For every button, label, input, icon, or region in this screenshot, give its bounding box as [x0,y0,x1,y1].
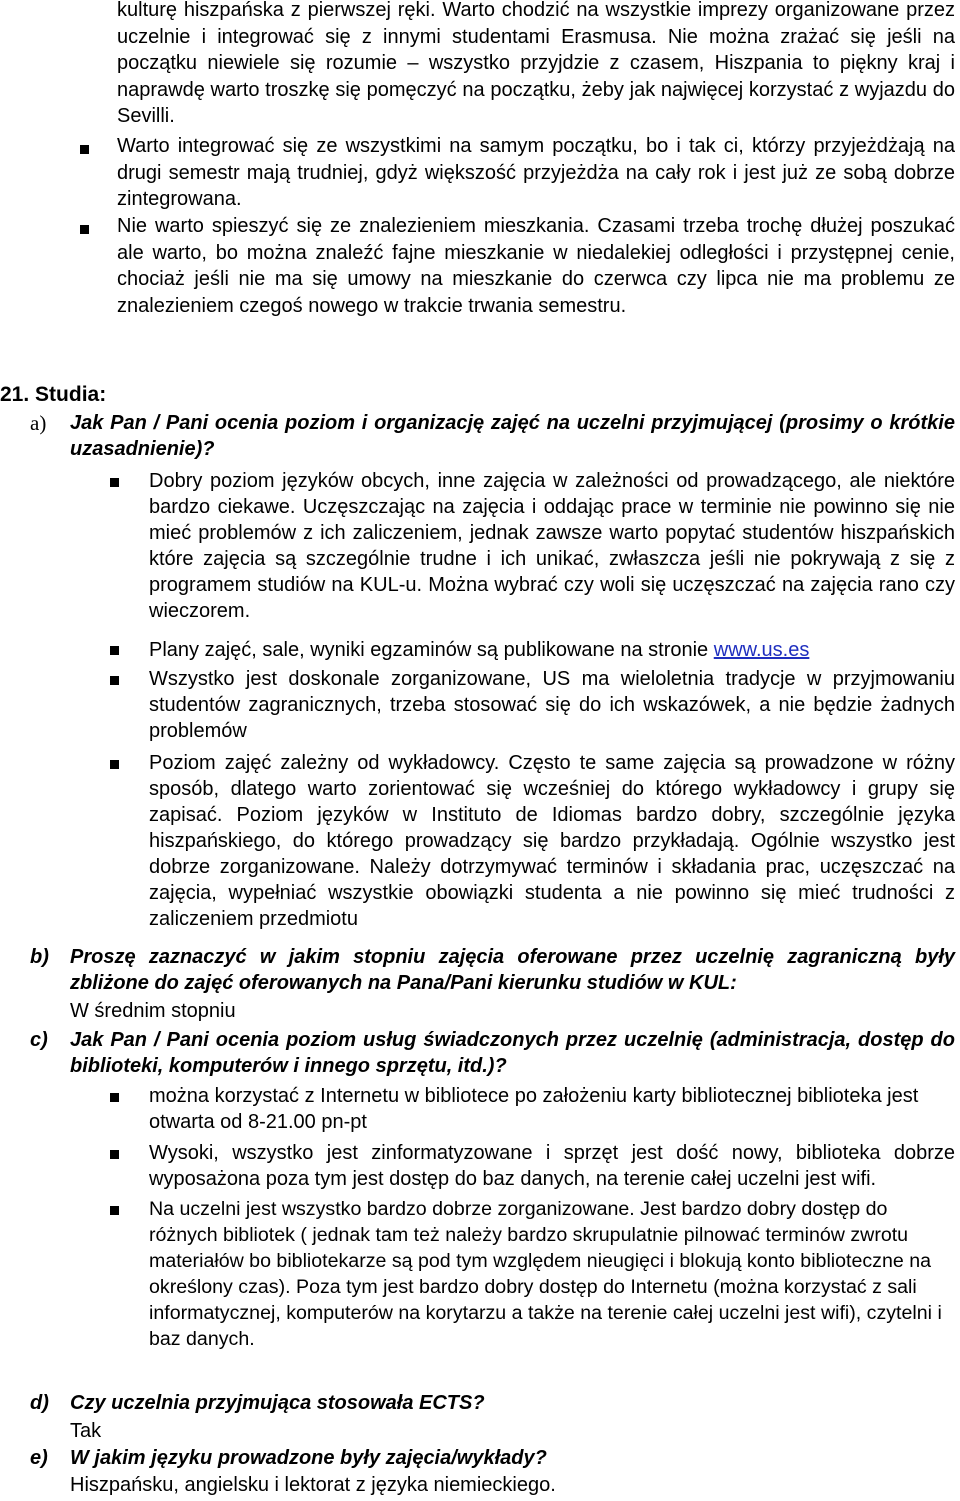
question-d-label: d) [30,1392,49,1414]
intro-bullet-1: Warto integrować się ze wszystkimi na samym początku, bo i tak ci, którzy przyjeżdżają na drugi semestr mają trudniej, gdyż większość przyjeżdża na cały rok i jest już ze sobą dobrze zintegrowana. [117,135,955,210]
bullet-icon [110,760,119,769]
answer-a-bullet-1: Dobry poziom języków obcych, inne zajęcia w zależności od prowadzącego, ale niektóre bardzo ciekawe. Uczęszczając na zajęcia i oddając prace w terminie nie powinno się nie mieć problemów z ich zaliczeniem, jednak zawsze warto popytać studentów hiszpańskich które zajęcia są szczególnie trudne i ich unikać, zwłaszcza jeśli nie pokrywają z się z programem studiów na KUL-u. Można wybrać czy woli się uczęszczać na zajęcia rano czy wieczorem. [149,470,955,622]
question-a-label: a) [30,411,47,435]
answer-b: W średnim stopniu [70,1000,236,1022]
answer-d: Tak [70,1420,102,1442]
bullet-icon [110,1206,119,1215]
question-b-label: b) [30,946,49,968]
bullet-icon [80,145,89,154]
answer-a-bullet-2-text: Plany zajęć, sale, wyniki egzaminów są publikowane na stronie [149,639,709,661]
question-c-text: Jak Pan / Pani ocenia poziom usług świadczonych przez uczelnię (administracja, dostęp do biblioteki, komputerów i innego sprzętu, itd.)? [70,1029,955,1077]
section-number: 21. [0,383,30,406]
intro-bullet-2: Nie warto spieszyć się ze znalezieniem mieszkania. Czasami trzeba trochę dłużej poszukać ale warto, bo można znaleźć fajne mieszkanie w niedalekiej odległości i przystępnej cenie, chociaż jeśli nie ma się umowy na mieszkanie do czerwca czy lipca nie ma problemu ze znalezieniem czegoś nowego w trakcie trwania semestru. [117,215,955,317]
answer-a-bullet-2 [149,637,955,663]
intro-paragraph: kulturę hiszpańska z pierwszej ręki. Warto chodzić na wszystkie imprezy organizowane przez uczelnie i integrować się z innymi studentami Erasmusa. Nie można zrażać się jeśli na początku niewiele się rozumie – wszystko przyjdzie z czasem, Hiszpania to piękny kraj i naprawdę warto troszkę się pomęczyć na początku, żeby jak najwięcej korzystać z wyjazdu do Sevilli. [117,0,955,127]
bullet-icon [80,225,89,234]
bullet-icon [110,646,119,655]
question-c-label: c) [30,1029,48,1051]
bullet-icon [110,676,119,685]
question-b-text: Proszę zaznaczyć w jakim stopniu zajęcia oferowane przez uczelnię zagraniczną były zbliżone do zajęć oferowanych na Pana/Pani kierunku studiów w KUL: [70,946,955,994]
question-a-text: Jak Pan / Pani ocenia poziom i organizację zajęć na uczelni przyjmującej (prosimy o krótkie uzasadnienie)? [70,412,955,460]
answer-c-bullet-3: Na uczelni jest wszystko bardzo dobrze zorganizowane. Jest bardzo dobry dostęp do różnych bibliotek ( jednak tam też należy bardzo skrupulatnie pilnować terminów zwrotu materiałów bo bibliotekarze są pod tym względem nieugięci i blokują konto biblioteczne na określony czas). Poza tym jest bardzo dobry dostęp do Internetu (można korzystać z sali informatycznej, komputerów na korytarzu a także na terenie całej uczelni jest wifi), czytelni i baz danych. [149,1198,942,1350]
section-heading [0,382,106,408]
answer-a-bullet-3: Wszystko jest doskonale zorganizowane, US ma wieloletnia tradycje w przyjmowaniu studentów zagranicznych, trzeba stosować się do ich wskazówek, a nie będzie żadnych problemów [149,668,955,742]
answer-c-bullet-1: można korzystać z Internetu w bibliotece po założeniu karty bibliotecznej biblioteka jest otwarta od 8-21.00 pn-pt [149,1085,919,1133]
bullet-icon [110,1150,119,1159]
question-e-text: W jakim języku prowadzone były zajęcia/wykłady? [70,1447,547,1469]
answer-a-bullet-4: Poziom zajęć zależny od wykładowcy. Często te same zajęcia są prowadzone w różny sposób, dlatego warto zorientować się wcześniej do którego wykładowcy i grupy się zapisać. Poziom języków w Instituto de Idiomas bardzo dobry, szczególnie języka hiszpańskiego, do którego prowadzący się bardzo przykładają. Ogólnie wszystko jest dobrze zorganizowane. Należy dotrzymywać terminów i składania prac, uczęszczać na zajęcia, wypełniać wszystkie obowiązki studenta a nie powinno się mieć trudności z zaliczeniem przedmiotu [149,752,955,930]
us-website-link[interactable]: www.us.es [713,639,810,661]
section-title: Studia: [35,383,107,406]
question-d-text: Czy uczelnia przyjmująca stosowała ECTS? [70,1392,485,1414]
bullet-icon [110,1093,119,1102]
question-e-label: e) [30,1447,48,1469]
bullet-icon [110,478,119,487]
answer-c-bullet-2: Wysoki, wszystko jest zinformatyzowane i sprzęt jest dość nowy, biblioteka dobrze wyposażona poza tym jest dostęp do baz danych, na terenie całej uczelni jest wifi. [149,1142,955,1190]
answer-e: Hiszpańsku, angielsku i lektorat z języka niemieckiego. [70,1474,556,1496]
